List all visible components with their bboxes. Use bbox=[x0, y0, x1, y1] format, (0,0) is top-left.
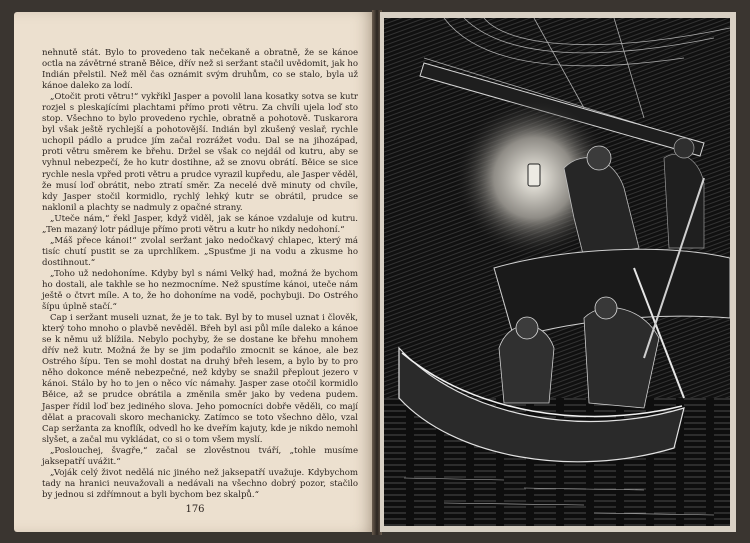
paragraph: „Toho už nedohoníme. Kdyby byl s námi Velký had, možná že bychom ho dostali, ale takhle se ho nezmocníme. Než spustíme kánoi, uteče nám ještě o čtvrt míle. A to, že ho dohoníme na vodě, pochybuji. Do Ostrého šípu úplně stačí.“ bbox=[42, 268, 358, 313]
paragraph: „Máš přece kánoi!“ zvolal seržant jako nedočkavý chlapec, který má tisíc chutí pustit se za uprchlíkem. „Spusťme ji na vodu a zkusme ho dostihnout.“ bbox=[42, 235, 358, 268]
lantern bbox=[528, 164, 540, 186]
second-figure-head bbox=[674, 138, 694, 158]
text-block bbox=[42, 48, 358, 501]
canoe-figure-left-head bbox=[516, 317, 538, 339]
canoe-figure-right-head bbox=[595, 297, 617, 319]
paragraph: „Uteče nám,“ řekl Jasper, když viděl, jak se kánoe vzdaluje od kutru. „Ten mazaný lotr pádluje přímo proti větru a kutr ho nikdy nedohoní.“ bbox=[42, 213, 358, 235]
paragraph: Cap i seržant museli uznat, že je to tak. Byl by to musel uznat i člověk, který toho mnoho o plavbě nevěděl. Břeh byl asi půl míle daleko a kánoe se k němu už blížila. Nebylo pochyby, že se dostane ke břehu mnohem dřív než kutr. Možná že by se jim podařilo zmocnit se kánoe, ale bez Ostrého šípu. Ten se mohl dostat na druhý břeh lesem, a bylo by to pro něho dokonce méně nebezpečné, než kdyby se snažil přeplout jezero v kánoi. Stálo by ho to jen o něco víc námahy. Jasper zase otočil kormidlo Běice, až se prudce obrátila a změnila směr jako by vedena pudem. Jasper řídil loď bez jediného slova. Jeho pomocníci dobře věděli, co mají dělat a pracovali skoro mechanicky. Zatímco se toto všechno dělo, vzal Cap seržanta za knoflík, odvedl ho ke dveřím kajuty, kde je nikdo nemohl slyšet, a začal mu vykládat, co si o tom všem myslí. bbox=[42, 313, 358, 445]
paragraph: „Voják celý život nedělá nic jiného než jaksepatří uvažuje. Kdybychom tady na hranici neuvažovali a nedávali na všechno dobrý pozor, stačilo by jednou si zdřímnout a byli bychom bez skalpů.“ bbox=[42, 467, 358, 500]
second-figure bbox=[664, 154, 704, 248]
right-page bbox=[380, 12, 736, 532]
left-page bbox=[14, 12, 376, 532]
paragraph: nehnutě stát. Bylo to provedeno tak nečekaně a obratně, že se kánoe octla na závětrné straně Běice, dřív než si seržant stačil uvědomit, jak ho Indián přelstil. Než měl čas oznámit svým druhům, co se stalo, byla už kánoe daleko za lodí. bbox=[42, 48, 358, 92]
paragraph: „Otočit proti větru!“ vykřikl Jasper a povolil lana kosatky sotva se kutr rozjel s pleskajícími plachtami přímo proti větru. Za chvíli ujela loď sto stop. Všechno to bylo provedeno rychle, obratně a pohotově. Tuskarora byl však ještě rychlejší a pohotovější. Indián byl zkušený veslař, rychle uchopil pádlo a prudce jím začal rozrážet vodu. Dal se na jihozápad, proti větru směrem ke břehu. Držel se však co nejdál od kutru, aby se vyhnul nebezpečí, že ho kutr dostihne, až se znovu obrátí. Běice se sice rychle nesla vpřed proti větru a prudce vyrazil kupředu, ale Jasper věděl, že musí loď obrátit, nebo ztratí směr. Za necelé dvě minuty od chvíle, kdy Jasper stočil kormidlo, rychlý lehký kutr se obrátil, prudce se naklonil a plachty se nadmuly z opačné strany. bbox=[42, 92, 358, 213]
page-number: 176 bbox=[185, 504, 205, 515]
woodcut-illustration bbox=[384, 18, 730, 526]
cutter-figure-head bbox=[587, 146, 611, 170]
paragraph: „Poslouchej, švagře,“ začal se zlověstnou tváří, „tohle musíme jaksepatří uvážit.“ bbox=[42, 445, 358, 467]
